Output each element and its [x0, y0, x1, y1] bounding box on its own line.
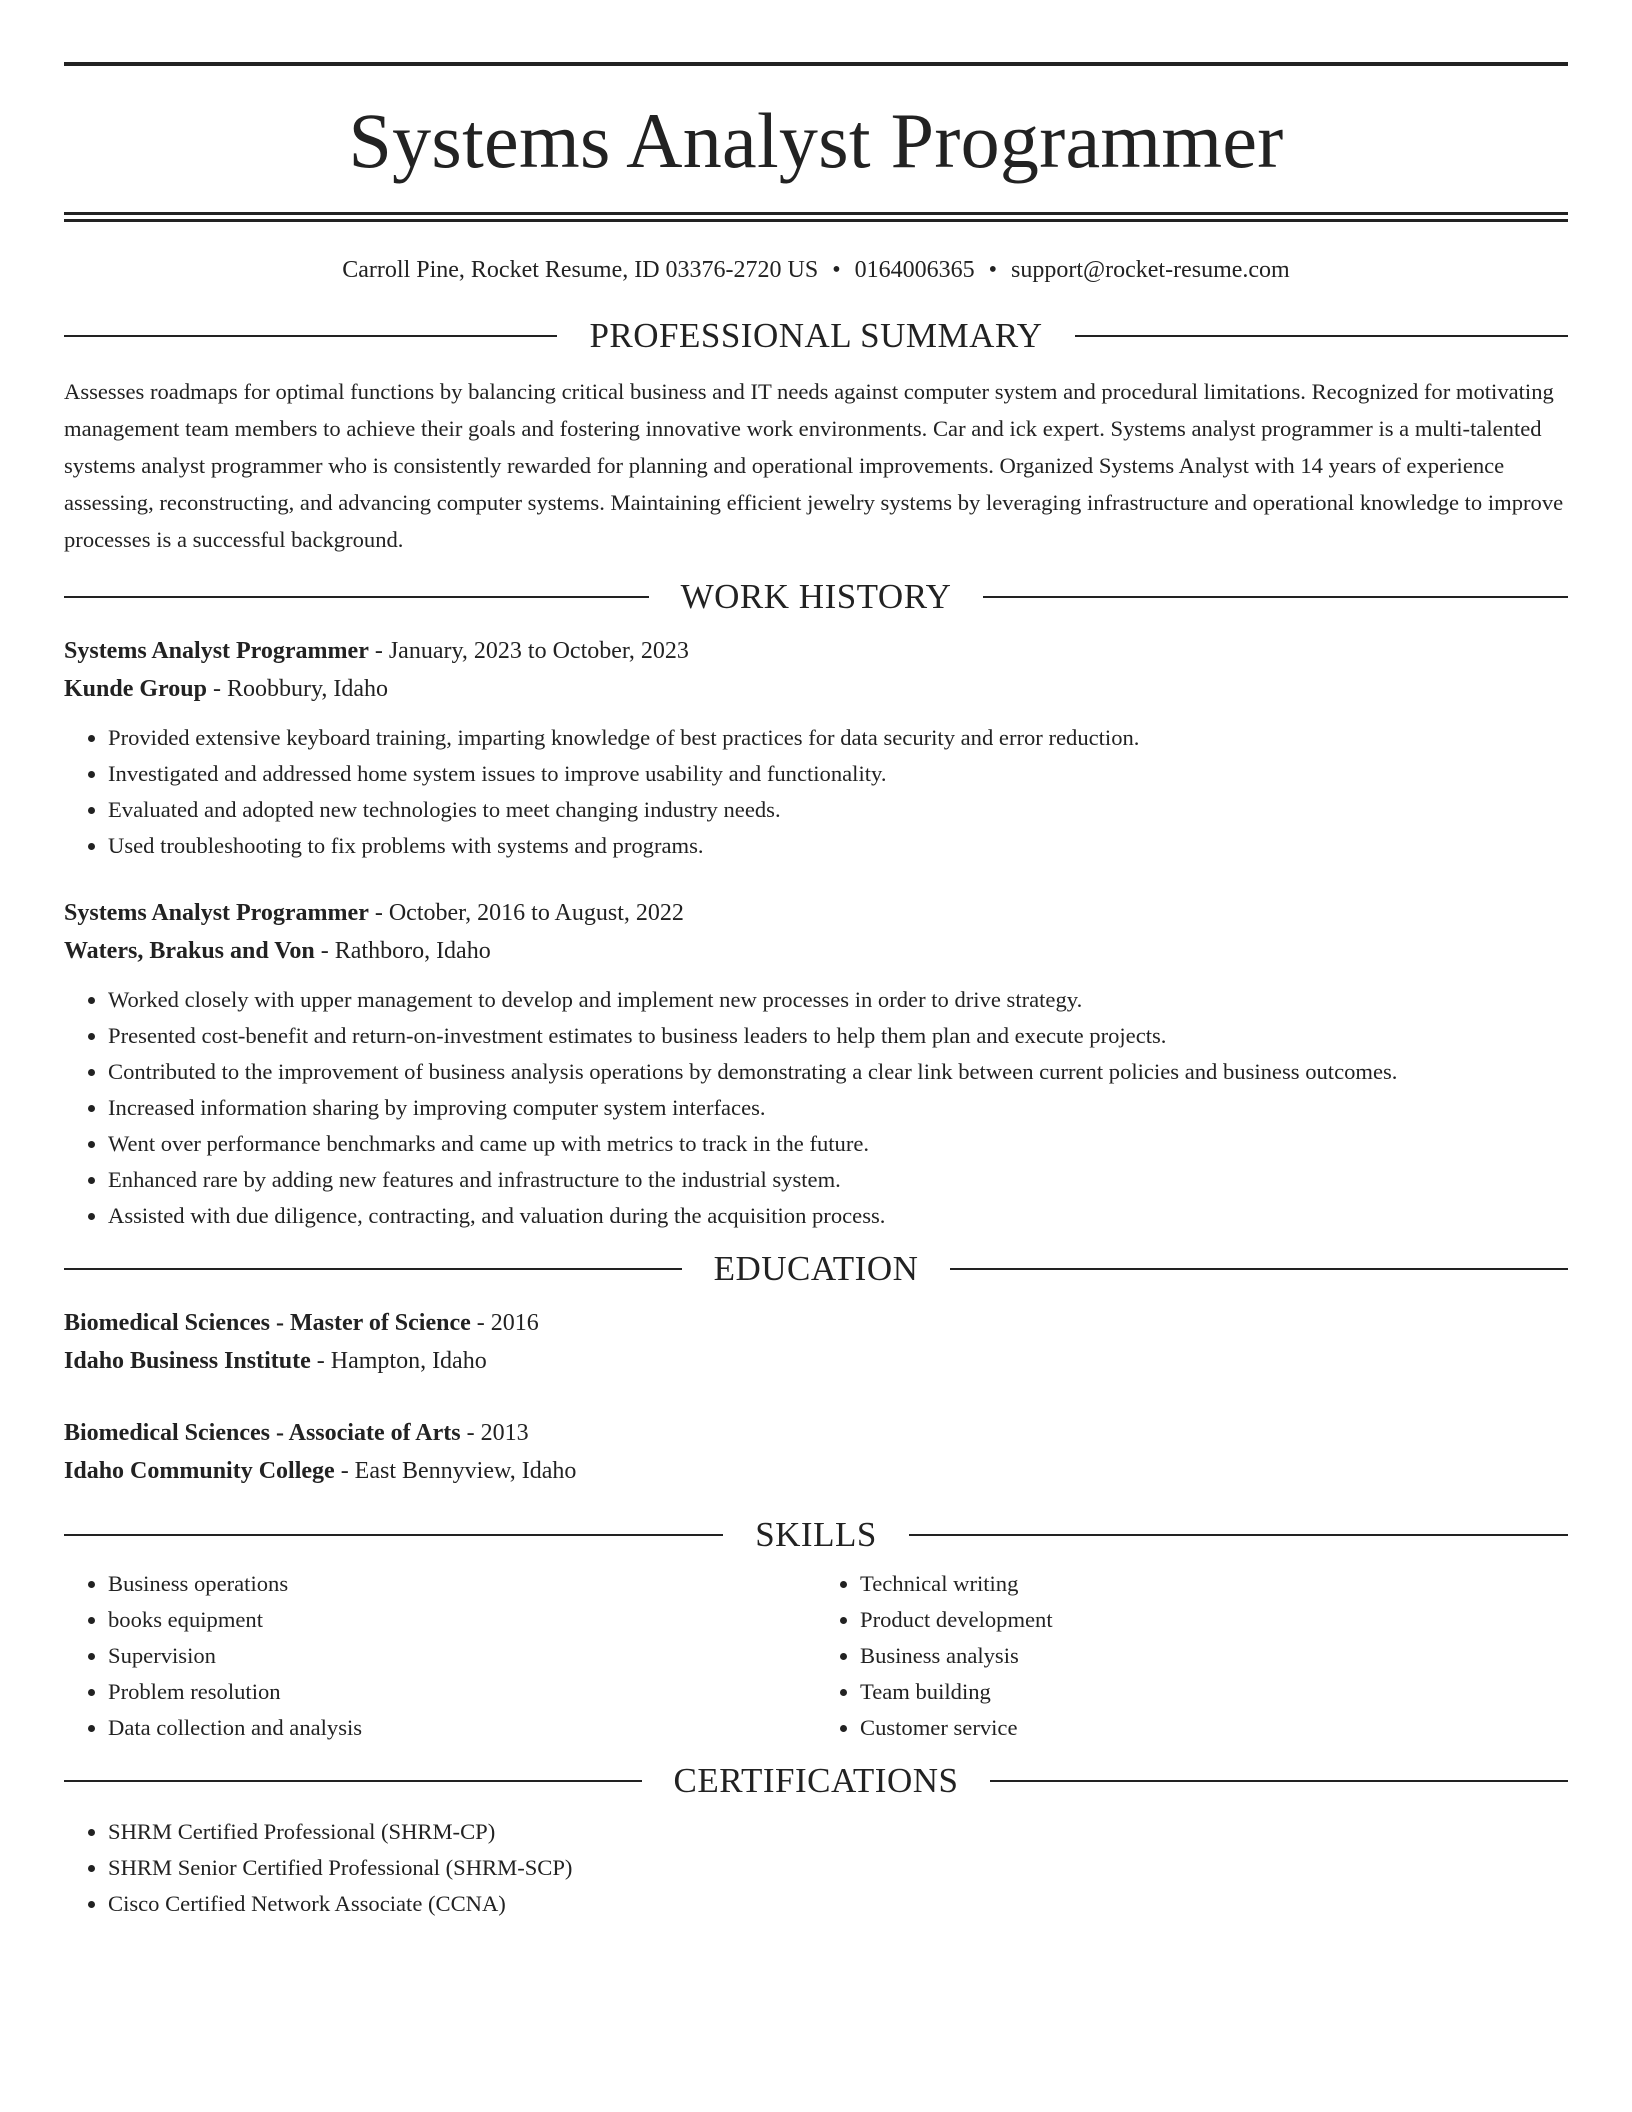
section-title: SKILLS	[755, 1514, 877, 1554]
job-title-line	[64, 894, 1568, 932]
skill-item: • Product development	[860, 1602, 1568, 1638]
job-bullet: • Assisted with due diligence, contracting, and valuation during the acquisition process.	[108, 1198, 1568, 1234]
education-degree-line	[64, 1414, 1568, 1452]
job-location: - Rathboro, Idaho	[314, 937, 491, 964]
certification-item: • SHRM Senior Certified Professional (SHRM-SCP)	[108, 1850, 1568, 1886]
job-bullets	[64, 982, 1568, 1234]
skills-list-right	[816, 1566, 1568, 1746]
job-dates: - January, 2023 to October, 2023	[368, 637, 689, 664]
heading-rule	[64, 1780, 642, 1782]
resume-title: Systems Analyst Programmer	[348, 97, 1284, 184]
job-bullet: • Worked closely with upper management to develop and implement new processes in order to drive strategy.	[108, 982, 1568, 1018]
education-year: - 2013	[460, 1419, 529, 1446]
education-entry	[64, 1414, 1568, 1490]
job-bullet: • Enhanced rare by adding new features and infrastructure to the industrial system.	[108, 1162, 1568, 1198]
contact-address: Carroll Pine, Rocket Resume, ID 03376-2720 US	[342, 257, 819, 283]
skill-item: • Data collection and analysis	[108, 1710, 816, 1746]
skills-columns	[64, 1566, 1568, 1746]
job-company-line	[64, 932, 1568, 970]
education-location: - Hampton, Idaho	[310, 1347, 487, 1374]
job-entry	[64, 894, 1568, 1234]
certification-item: • SHRM Certified Professional (SHRM-CP)	[108, 1814, 1568, 1850]
education-school-line	[64, 1342, 1568, 1380]
job-bullet: • Went over performance benchmarks and came up with metrics to track in the future.	[108, 1126, 1568, 1162]
job-bullet: • Increased information sharing by improving computer system interfaces.	[108, 1090, 1568, 1126]
job-title: Systems Analyst Programmer	[64, 637, 369, 664]
education-school: Idaho Business Institute	[64, 1347, 311, 1374]
section-title: CERTIFICATIONS	[673, 1760, 959, 1800]
certifications-list	[64, 1814, 1568, 1922]
education-year: - 2016	[470, 1309, 539, 1336]
skill-item: • Team building	[860, 1674, 1568, 1710]
job-dates: - October, 2016 to August, 2022	[368, 899, 684, 926]
skill-item: • Business analysis	[860, 1638, 1568, 1674]
job-bullet: • Evaluated and adopted new technologies to meet changing industry needs.	[108, 792, 1568, 828]
skill-item: • Supervision	[108, 1638, 816, 1674]
contact-separator: •	[988, 257, 998, 283]
title-double-rule	[64, 212, 1568, 222]
contact-separator: •	[832, 257, 841, 283]
education-location: - East Bennyview, Idaho	[334, 1457, 577, 1484]
job-company-line	[64, 670, 1568, 708]
heading-rule	[64, 1268, 682, 1270]
contact-email: support@rocket-resume.com	[1011, 257, 1290, 283]
heading-rule	[983, 596, 1568, 598]
top-rule	[64, 62, 1568, 66]
section-heading-certifications	[64, 1760, 1568, 1802]
section-heading-skills	[64, 1514, 1568, 1556]
job-bullet: • Contributed to the improvement of business analysis operations by demonstrating a clear link between current policies and business outcomes.	[108, 1054, 1568, 1090]
education-entry	[64, 1304, 1568, 1380]
education-degree-line	[64, 1304, 1568, 1342]
skill-item: • Business operations	[108, 1566, 816, 1602]
job-company: Waters, Brakus and Von	[64, 937, 315, 964]
job-bullet: • Presented cost-benefit and return-on-investment estimates to business leaders to help them plan and execute projects.	[108, 1018, 1568, 1054]
skill-item: • Technical writing	[860, 1566, 1568, 1602]
skill-item: • books equipment	[108, 1602, 816, 1638]
job-bullets	[64, 720, 1568, 864]
heading-rule	[909, 1534, 1568, 1536]
job-location: - Roobbury, Idaho	[206, 675, 389, 702]
job-title-line	[64, 632, 1568, 670]
education-degree: Biomedical Sciences - Associate of Arts	[64, 1419, 461, 1446]
job-title: Systems Analyst Programmer	[64, 899, 369, 926]
contact-phone: 0164006365	[854, 257, 975, 283]
heading-rule	[950, 1268, 1568, 1270]
heading-rule	[990, 1780, 1568, 1782]
skill-item: • Customer service	[860, 1710, 1568, 1746]
contact-line	[64, 256, 1568, 285]
education-school-line	[64, 1452, 1568, 1490]
section-title: EDUCATION	[713, 1248, 919, 1288]
heading-rule	[64, 596, 649, 598]
education-school: Idaho Community College	[64, 1457, 335, 1484]
job-bullet: • Investigated and addressed home system issues to improve usability and functionality.	[108, 756, 1568, 792]
section-title: PROFESSIONAL SUMMARY	[589, 315, 1043, 355]
education-degree: Biomedical Sciences - Master of Science	[64, 1309, 471, 1336]
job-bullet: • Used troubleshooting to fix problems with systems and programs.	[108, 828, 1568, 864]
summary-text: Assesses roadmaps for optimal functions by balancing critical business and IT needs against computer system and procedural limitations. Recognized for motivating management team members to achieve their goals and fostering innovative work environments. Car and ick expert. Systems analyst programmer is a multi-talented systems analyst programmer who is consistently rewarded for planning and operational improvements. Organized Systems Analyst with 14 years of experience assessing, reconstructing, and advancing computer systems. Maintaining efficient jewelry systems by leveraging infrastructure and operational knowledge to improve processes is a successful background.	[64, 378, 1564, 552]
section-heading-work	[64, 576, 1568, 618]
section-title: WORK HISTORY	[680, 576, 952, 616]
skills-list-left	[64, 1566, 816, 1746]
job-bullet: • Provided extensive keyboard training, imparting knowledge of best practices for data security and error reduction.	[108, 720, 1568, 756]
section-heading-education	[64, 1248, 1568, 1290]
certification-item: • Cisco Certified Network Associate (CCNA)	[108, 1886, 1568, 1922]
heading-rule	[64, 1534, 723, 1536]
section-heading-summary	[64, 315, 1568, 357]
skill-item: • Problem resolution	[108, 1674, 816, 1710]
heading-rule	[1075, 335, 1568, 337]
job-company: Kunde Group	[64, 675, 207, 702]
job-entry	[64, 632, 1568, 864]
heading-rule	[64, 335, 557, 337]
